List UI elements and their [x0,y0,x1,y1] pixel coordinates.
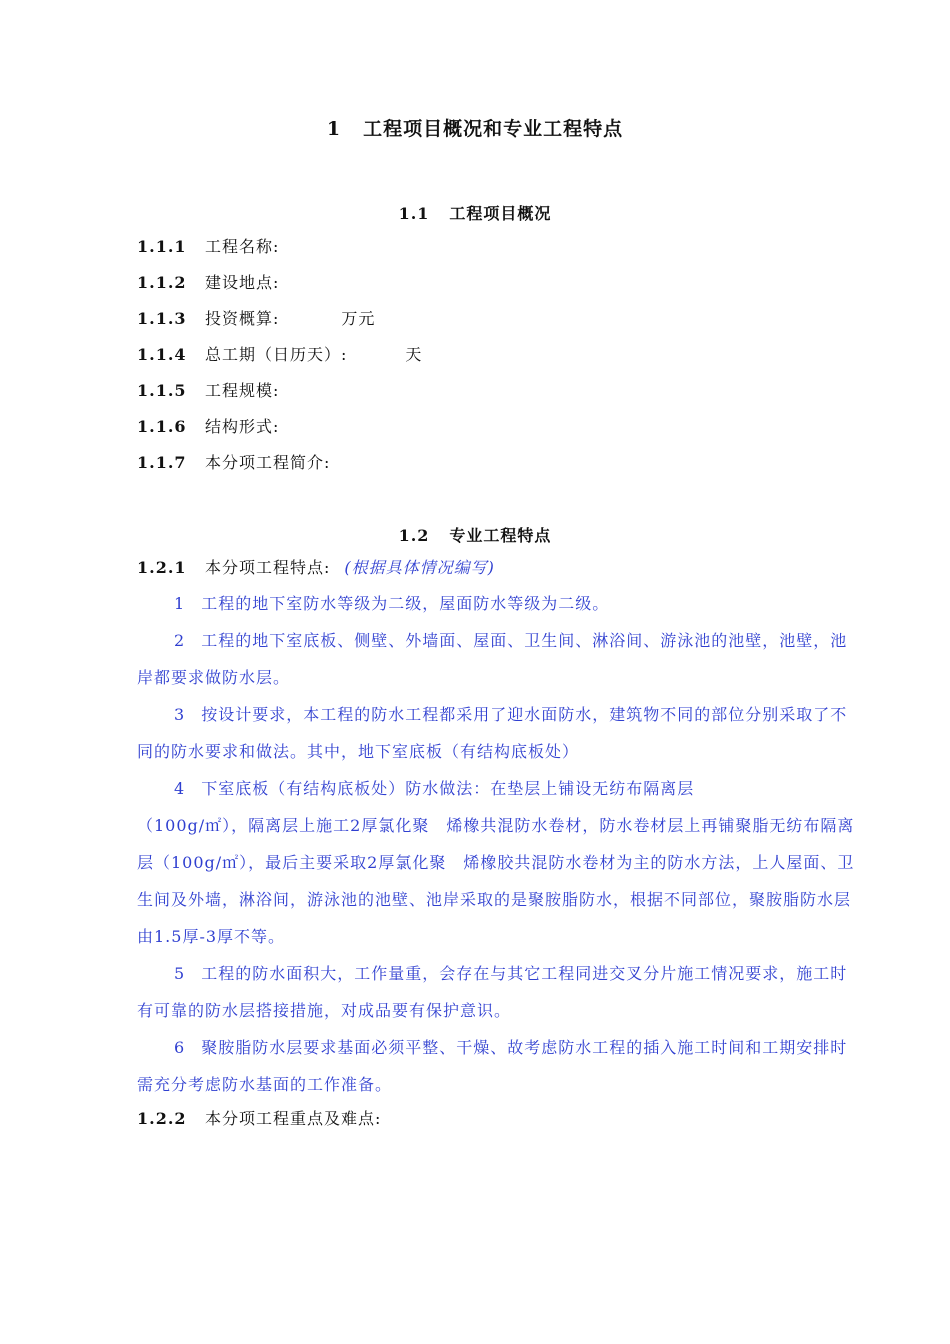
section-heading-text: 工程项目概况 [449,204,552,223]
feature-paragraph-4 [137,807,859,955]
item-number: 1.1.2 [137,273,187,292]
item-1-2-1 [137,557,857,579]
paragraph-number: 2 [174,631,186,650]
item-number: 1.2.1 [137,558,187,577]
feature-paragraph-5 [137,955,859,1029]
item-number: 1.1.4 [137,345,187,364]
item-label: 本分项工程重点及难点: [205,1109,382,1128]
paragraph-text: （100g/㎡），隔离层上施工2厚氯化聚 烯橡共混防水卷材，防水卷材层上再铺聚脂无纺布隔离层（100g/㎡），最后主要采取2厚氯化聚 烯橡胶共混防水卷材为主的防水方法，上人屋面、卫生间及外墙，淋浴间，游泳池的池壁、池岸采取的是聚胺脂防水，根据不同部位，聚胺脂防水层由1.5厚-3厚不等。 [137,816,855,946]
paragraph-text: 下室底板（有结构底板处）防水做法：在垫层上铺设无纺布隔离层 [201,779,695,798]
item-1-1-6 [137,416,857,438]
item-1-1-1 [137,236,857,258]
item-label: 投资概算: [205,309,280,328]
item-label: 本分项工程特点: [205,558,331,577]
feature-paragraph-4-line1 [137,770,859,807]
paragraph-number: 6 [174,1038,186,1057]
paragraph-text: 按设计要求，本工程的防水工程都采用了迎水面防水，建筑物不同的部位分别采取了不同的防水要求和做法。其中，地下室底板（有结构底板处） [137,705,848,761]
feature-paragraph-3 [137,696,859,770]
item-label: 建设地点: [205,273,280,292]
chapter-number: 1 [326,118,342,140]
item-number: 1.1.5 [137,381,187,400]
item-1-1-4 [137,344,857,366]
item-label: 工程规模: [205,381,280,400]
item-number: 1.1.6 [137,417,187,436]
section-heading-1-2 [0,523,950,546]
item-1-1-2 [137,272,857,294]
feature-paragraph-2 [137,622,859,696]
item-label: 总工期（日历天）: [205,345,348,364]
paragraph-number: 3 [174,705,186,724]
item-label: 结构形式: [205,417,280,436]
section-heading-1-1 [0,201,950,224]
item-1-1-7 [137,452,857,474]
paragraph-text: 工程的地下室底板、侧壁、外墙面、屋面、卫生间、淋浴间、游泳池的池壁，池壁，池岸都要求做防水层。 [137,631,848,687]
feature-paragraph-1 [137,585,859,622]
item-number: 1.1.7 [137,453,187,472]
item-unit: 天 [405,345,423,364]
paragraph-text: 工程的防水面积大，工作量重，会存在与其它工程同进交叉分片施工情况要求，施工时有可靠的防水层搭接措施，对成品要有保护意识。 [137,964,848,1020]
paragraph-number: 1 [174,594,186,613]
chapter-title-text: 工程项目概况和专业工程特点 [363,118,624,140]
item-number: 1.2.2 [137,1109,187,1128]
item-1-1-3 [137,308,857,330]
item-label: 本分项工程简介: [205,453,331,472]
item-number: 1.1.3 [137,309,187,328]
item-number: 1.1.1 [137,237,187,256]
item-1-2-2 [137,1108,857,1130]
paragraph-number: 4 [174,779,186,798]
paragraph-text: 聚胺脂防水层要求基面必须平整、干燥、故考虑防水工程的插入施工时间和工期安排时需充分考虑防水基面的工作准备。 [137,1038,848,1094]
section-heading-text: 专业工程特点 [449,526,552,545]
paragraph-text: 工程的地下室防水等级为二级，屋面防水等级为二级。 [201,594,610,613]
item-label: 工程名称: [205,237,280,256]
item-1-1-5 [137,380,857,402]
section-number: 1.2 [398,526,430,545]
editor-note: (根据具体情况编写) [344,558,495,577]
section-number: 1.1 [398,204,430,223]
paragraph-number: 5 [174,964,186,983]
item-unit: 万元 [341,309,376,328]
feature-paragraph-6 [137,1029,859,1103]
chapter-title [0,114,950,141]
